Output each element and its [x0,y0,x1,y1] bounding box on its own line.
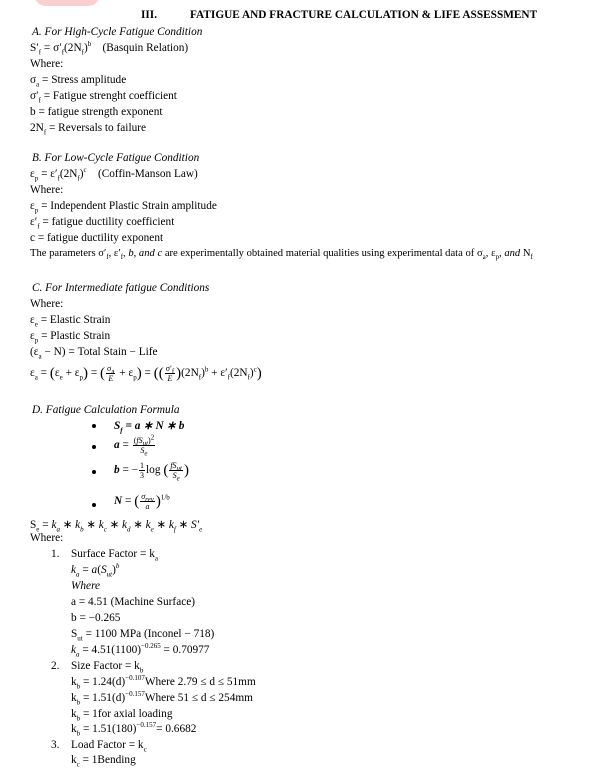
sut-value: $S_{ut} = 1100$ MPa (Inconel − 718) [71,628,215,643]
section-c-title: C. For Intermediate fatigue Conditions [32,282,210,294]
def-fatigue-strength-exp: b = fatigue strength exponent [30,106,163,118]
ka-formula: $k_a = a(S_{ut})^b$ [71,562,120,579]
factor-2-title: Size Factor = $k_b$ [71,660,144,675]
factor-1-where: Where [71,580,101,592]
formula-a: a = $\frac{(fS_{ut})^2}{S_e}$ [114,433,155,458]
kb-line-2: $k_b$ = $1.51(d)^{-0.157}Where$ 51 ≤ d ≤ 254mm [71,690,253,707]
def-ductility-exp: c = fatigue ductility exponent [30,232,164,244]
formula-n: N = ( $\frac{\sigma_{rev}}{a}$ )$^{1/b}$ [114,492,170,511]
def-stress-amplitude: $\sigma_a$ = Stress amplitude [30,74,127,89]
kc-line-1: $k_c$ = 1Bending [71,754,136,769]
def-reversals: $2N_f$ = Reversals to failure [30,122,147,137]
def-elastic-strain: $\varepsilon_e$ = Elastic Strain [30,314,111,329]
section-a-title: A. For High-Cycle Fatigue Condition [32,26,203,38]
marin-equation: $S_e = k_a$ ∗ $k_b$ ∗ $k_c$ ∗ $k_d$ ∗ $k_e$ ∗ $k_f$ ∗ $S'_e$ [30,519,203,534]
factor-2-number: 2. [51,660,60,672]
kb-line-4: $k_b = 1.51(180)^{-0.157}= 0.6682$ [71,721,197,738]
chapter-title: FATIGUE AND FRACTURE CALCULATION & LIFE ASSESSMENT [190,9,538,21]
basquin-equation: $S'_f = \sigma'_f(2N_f)^b$ (Basquin Relation) [30,40,189,57]
ka-calc: $k_a = 4.51(1100)^{-0.265} = 0.70977$ [71,642,210,659]
factor-3-title: Load Factor = $k_c$ [71,739,147,754]
bullet [92,424,96,428]
factor-3-number: 3. [51,739,60,751]
bullet [92,445,96,449]
section-d-title: D. Fatigue Calculation Formula [32,404,180,416]
b-value: b = −0.265 [71,612,121,624]
bullet [92,470,96,474]
chapter-number: III. [141,9,158,21]
total-strain-equation: $\varepsilon_a = (\varepsilon_e + \varepsilon_p)$ = ( $\frac{\sigma_a}{E}$ + $\varepsilon_p$) = (( $\frac{\sigma'_f}{E}$ )$(2N_f)^b + \varepsilon'_f(2N_f)^c$) [30,364,262,383]
section-c-where: Where: [30,298,64,310]
section-b-where: Where: [30,184,64,196]
formula-sf: $S_f = a$ ∗ N ∗ b [114,420,185,435]
section-d-where: Where: [30,532,64,544]
def-fatigue-strength-coef: $\sigma'_f$ = Fatigue strenght coefficient [30,90,177,105]
parameters-note: The parameters $\sigma'_f$, $\varepsilon'_f$, b, and c are experimentally obtained material qualities using experimental data of $\sigma_a$, $\varepsilon_p$, and $N_f$ [30,248,533,262]
a-value: a = 4.51 (Machine Surface) [71,596,195,608]
kb-line-3: $k_b = 1for$ axial loading [71,708,173,723]
def-ductility-coef: $\varepsilon'_f$ = fatigue ductility coefficient [30,216,175,231]
section-b-title: B. For Low-Cycle Fatigue Condition [32,152,200,164]
decorative-blob [34,0,100,6]
formula-b: b = − $\frac{1}{3}$ log ( $\frac{fS_{ut}}{S_e}$ ) [114,461,189,483]
factor-1-number: 1. [51,548,60,560]
def-total-strain-life: $(\varepsilon_a - N)$ = Total Stain − Life [30,346,158,361]
def-plastic-strain: $\varepsilon_p$ = Plastic Strain [30,330,111,345]
def-plastic-strain-amp: $\varepsilon_p$ = Independent Plastic Strain amplitude [30,200,217,215]
factor-1-title: Surface Factor = $k_a$ [71,548,158,563]
coffin-manson-equation: $\varepsilon_p = \varepsilon'_f(2N_f)^c$ (Coffin-Manson Law) [30,166,198,183]
bullet [92,503,96,507]
kb-line-1: $k_b$ = $1.24(d)^{-0.107}Where$ 2.79 ≤ d ≤ 51mm [71,674,256,691]
section-a-where: Where: [30,58,64,70]
